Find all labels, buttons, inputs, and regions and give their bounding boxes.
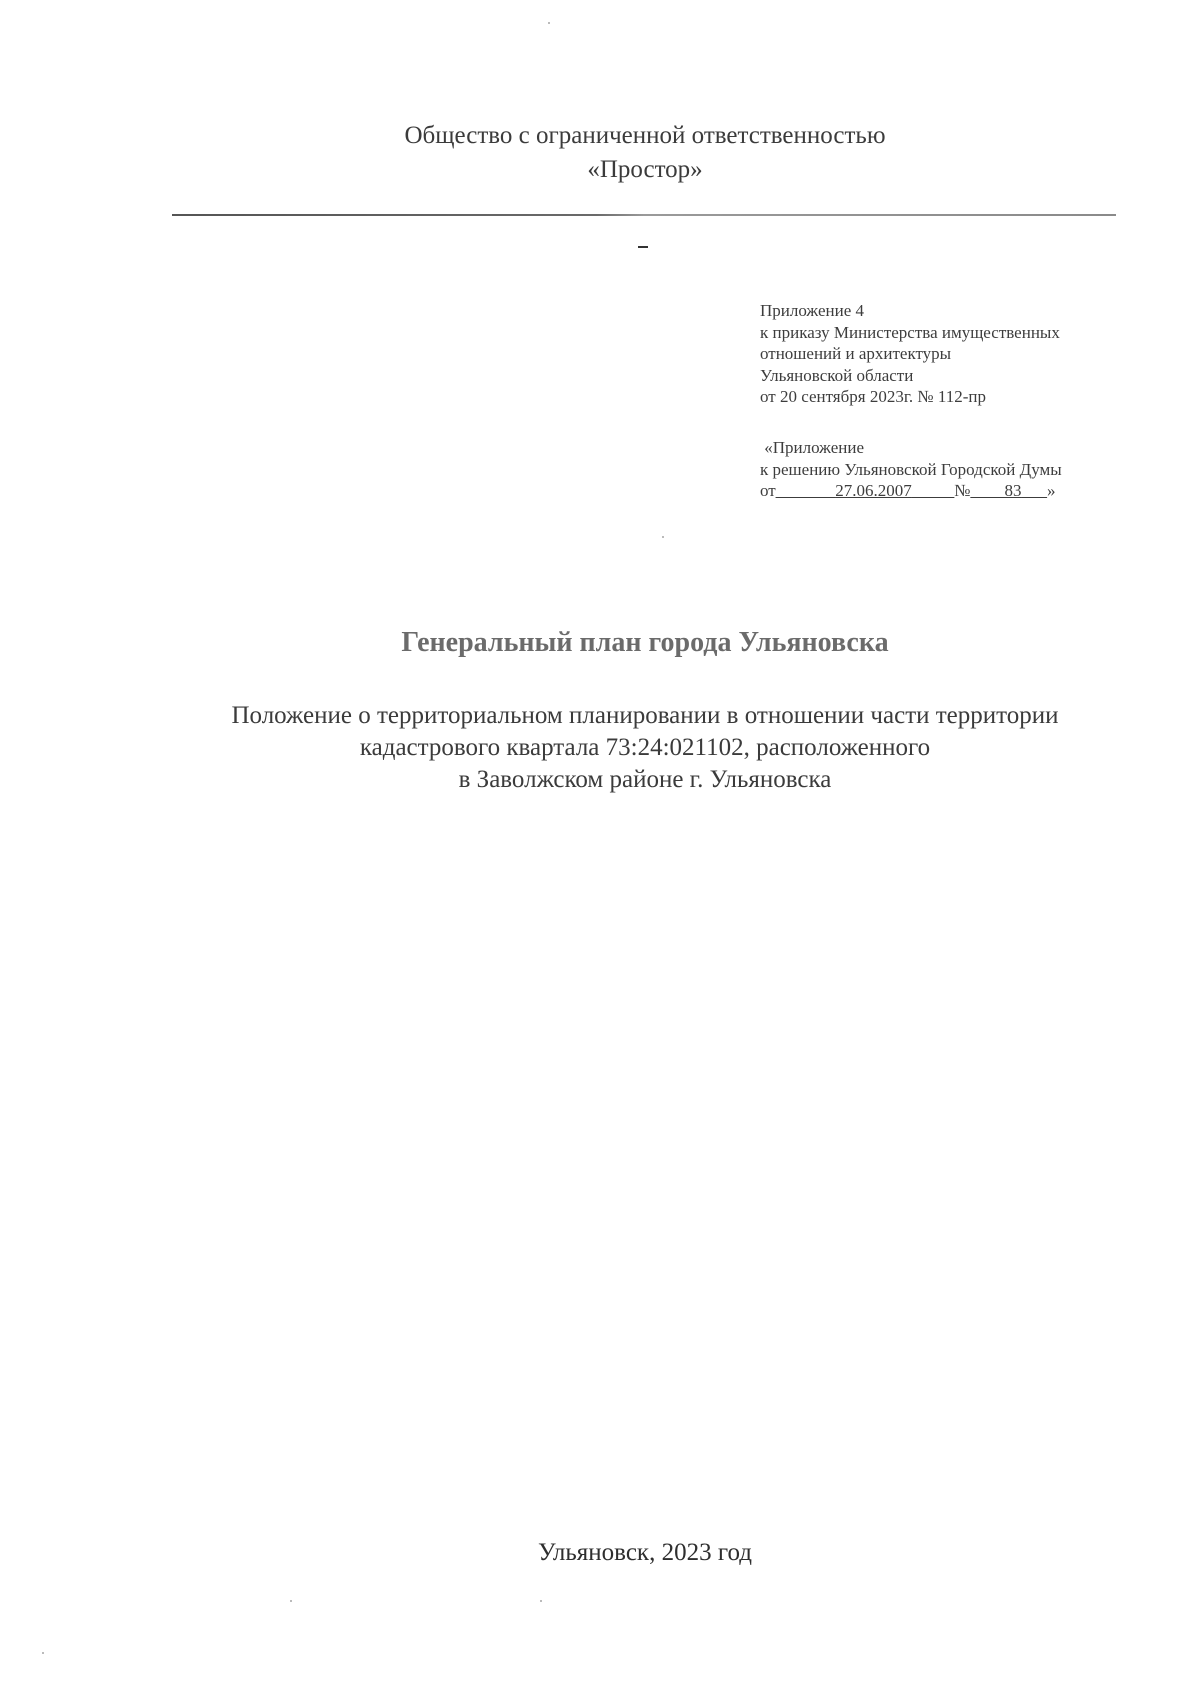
organization-line-1: Общество с ограниченной ответственностью [404,122,886,149]
appendix-decision-block [760,437,1062,502]
appendix-line: от 20 сентября 2023г. № 112-пр [760,387,986,406]
decision-number-sign: № [954,481,971,500]
subtitle-line-3: в Заволжском районе г. Ульяновска [458,766,832,793]
appendix-decision-line-2: к решению Ульяновской Городской Думы [760,459,1062,479]
appendix-line: к приказу Министерства имущественных [760,322,1060,342]
appendix-decision-line-3 [760,480,1062,502]
decision-blank: _____ [911,481,955,500]
appendix-line: отношений и архитектуры [760,344,952,363]
header-dash [638,246,648,248]
header-divider [172,214,1116,216]
scan-speck [290,1600,292,1602]
appendix-decision-line-1: «Приложение [760,438,864,457]
document-title: Генеральный план города Ульяновска [401,627,889,658]
decision-blank: ____ [970,481,1005,500]
decision-date: 27.06.2007 [835,481,912,500]
decision-blank: ___ [1021,481,1047,500]
decision-close-quote: » [1046,481,1056,500]
scan-speck [42,1652,44,1654]
decision-prefix: от [760,481,776,500]
appendix-line: Ульяновской области [760,365,914,385]
organization-name [0,119,1200,187]
document-subtitle [0,700,1200,796]
scan-speck [662,536,664,538]
appendix-line: Приложение 4 [760,301,864,320]
footer-place-year: Ульяновск, 2023 год [538,1539,752,1566]
decision-number: 83 [1004,481,1022,500]
appendix-order-block [760,300,1060,408]
organization-line-2: «Простор» [587,156,703,183]
scan-speck [540,1600,542,1602]
subtitle-line-1: Положение о территориальном планировании в отношении части территории [231,702,1059,729]
decision-blank: _______ [775,481,836,500]
subtitle-line-2: кадастрового квартала 73:24:021102, расположенного [359,734,931,761]
scan-speck [548,22,550,24]
